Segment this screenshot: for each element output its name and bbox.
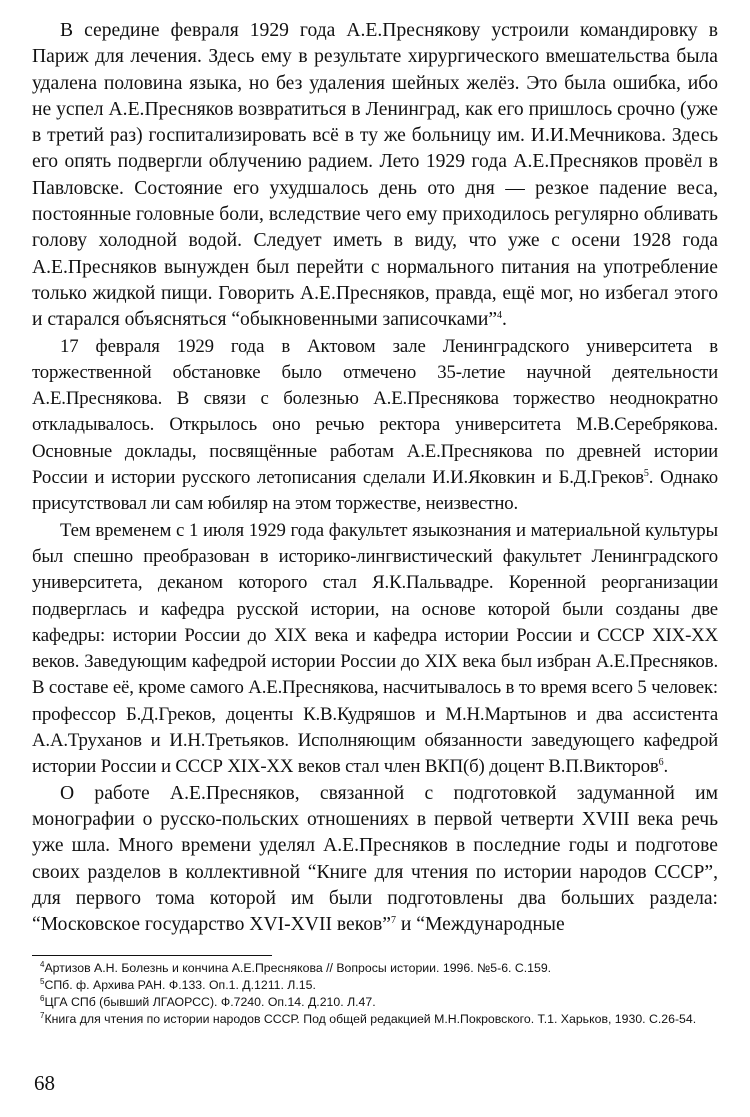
- paragraph: [32, 334, 718, 518]
- text-run: и “Международные: [396, 914, 565, 936]
- text-run: О работе А.Е.Пресняков, связанной с подготовкой задуманной им монографии о русско-польских отношениях в первой четверти XVIII века речь уже шла. Много времени уделял А.Е.Пресняков в последние годы и подготове своих разделов в коллективной “Книге для чтения по истории народов СССР”, для первого тома которой им были подготовлены два больших раздела: “Московское государство XVI-XVII веков”: [32, 782, 718, 936]
- footnote-ref: 7: [391, 915, 396, 927]
- text-run: В середине февраля 1929 года А.Е.Преснякову устроили командировку в Париж для лечения. Здесь ему в результате хирургического вмешательства была удалена половина языка, но без удаления шейных желёз. Это была ошибка, ибо не успел А.Е.Пресняков возвратиться в Ленинград, как его пришлось срочно (уже в третий раз) госпитализировать всё в ту же больницу им. И.И.Мечникова. Здесь его опять подвергли облучению радием. Лето 1929 года А.Е.Пресняков провёл в Павловске. Состояние его ухудшалось день ото дня — резкое падение веса, постоянные головные боли, вследствие чего ему приходилось регулярно обливать голову холодной водой. Следует иметь в виду, что уже с осени 1928 года А.Е.Пресняков вынужден был перейти с нормального питания на употребление только жидкой пищи. Говорить А.Е.Пресняков, правда, ещё мог, но избегал этого и старался объясняться “обыкновенными записочками”: [32, 20, 718, 331]
- footnote: [32, 1011, 718, 1028]
- text-run: 17 февраля 1929 года в Актовом зале Ленинградского университета в торжественной обстановке было отмечено 35-летие научной деятельности А.Е.Преснякова. В связи с болезнью А.Е.Преснякова торжество неоднократно откладывалось. Открылось оно речью ректора университета М.В.Серебрякова. Основные доклады, посвящённые работам А.Е.Преснякова по древней истории России и истории русского летописания сделали И.И.Яковкин и Б.Д.Греков: [32, 335, 718, 489]
- footnote-text: Книга для чтения по истории народов СССР. Под общей редакцией М.Н.Покровского. Т.1. Харьков, 1930. С.26-54.: [44, 1012, 697, 1026]
- footnote: [32, 960, 718, 977]
- footnote: [32, 994, 718, 1011]
- footnote-mark: 7: [40, 1011, 45, 1020]
- paragraph: [32, 781, 718, 939]
- main-text: [32, 18, 718, 938]
- footnote-ref: 6: [658, 757, 664, 769]
- footnote-mark: 6: [40, 994, 45, 1003]
- footnote-ref: 5: [643, 468, 649, 480]
- footnote-ref: 4: [497, 310, 503, 322]
- footnote-mark: 5: [40, 977, 45, 986]
- footnote-text: СПб. ф. Архива РАН. Ф.133. Оп.1. Д.1211. Л.15.: [44, 978, 316, 992]
- page-number: 68: [34, 1071, 55, 1095]
- paragraph: [32, 518, 718, 781]
- footnote-mark: 4: [40, 960, 45, 969]
- footnote-text: ЦГА СПб (бывший ЛГАОРСС). Ф.7240. Оп.14. Д.210. Л.47.: [44, 995, 376, 1009]
- text-run: Тем временем с 1 июля 1929 года факультет языкознания и материальной культуры был спешно преобразован в историко-лингвистический факультет Ленинградского университета, деканом которого стал Я.К.Пальвадре. Коренной реорганизации подверглась и кафедра русской истории, на основе которой были созданы две кафедры: истории России до XIX века и кафедра истории России и СССР XIX-XX веков. Заведующим кафедрой истории России до XIX века был избран А.Е.Пресняков. В составе её, кроме самого А.Е.Преснякова, насчитывалось в то время всего 5 человек: профессор Б.Д.Греков, доценты К.В.Кудряшов и М.Н.Мартынов и два ассистента А.А.Труханов и И.Н.Третьяков. Исполняющим обязанности заведующего кафедрой истории России и СССР XIX-XX веков стал член ВКП(б) доцент В.П.Викторов: [32, 519, 718, 778]
- footnote-divider: [32, 955, 272, 956]
- footnote: [32, 977, 718, 994]
- text-run: .: [663, 756, 668, 778]
- text-run: .: [502, 309, 507, 331]
- text-run: . Однако присутствовал ли сам юбиляр на этом торжестве, неизвестно.: [32, 467, 718, 515]
- footnote-text: Артизов А.Н. Болезнь и кончина А.Е.Преснякова // Вопросы истории. 1996. №5-6. С.159.: [44, 961, 552, 975]
- paragraph: [32, 18, 718, 334]
- footnotes: [32, 960, 718, 1028]
